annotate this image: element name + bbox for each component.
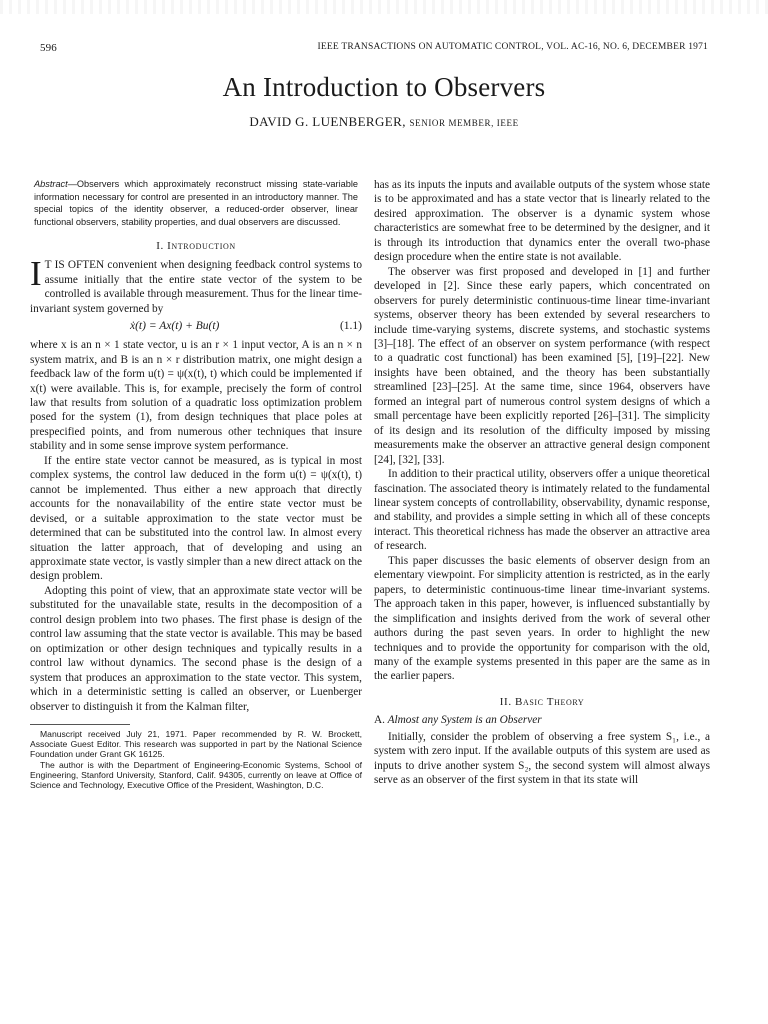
right-column xyxy=(374,178,710,788)
subsection-label: A. xyxy=(374,713,385,726)
footnote-divider xyxy=(30,724,130,725)
right-paragraph-1: has as its inputs the inputs and available outputs of the system whose state is to be approximated and has a state vector that is linearly related to the desired approximation. The observer is a dynamic system whose characteristics are somewhat free to be determined by the designer, and it is through its introduction that dynamics enter the overall two-phase design procedure when the entire state is not available. xyxy=(374,179,710,264)
left-column xyxy=(30,178,362,790)
subsection-title: Almost any System is an Observer xyxy=(387,713,542,726)
paper-title: An Introduction to Observers xyxy=(222,72,546,102)
abstract-label: Abstract xyxy=(34,179,68,189)
right-paragraph-2: The observer was first proposed and developed in [1] and further developed in [2]. Since these early papers, which concentrated on observers for purely deterministic continuous-time linear time-invariant systems, observer theory has been extended by several researchers to include time-varying systems, discrete systems, and stochastic systems [3]–[18]. The effect of an observer on system performance (with respect to a quadratic cost functional) has been examined [5], [19]–[22]. New insights have been obtained, and the theory has been substantially streamlined [23]–[25]. At the same time, since 1964, observers have formed an integral part of numerous control system designs of which a small percentage have been explicitly reported [26]–[31]. The simplicity of its design and its resolution of the difficulty imposed by missing measurements make the observer an attractive general design component [24], [32], [33]. xyxy=(374,265,710,466)
section-heading-basic-theory xyxy=(374,696,710,708)
intro-paragraph-1 xyxy=(30,254,362,316)
equation-body: ẋ(t) = Ax(t) + Bu(t) xyxy=(130,320,220,333)
right-paragraph-3: In addition to their practical utility, observers offer a unique theoretical fascination. The associated theory is intimately related to the fundamental linear system concepts of controllability, observability, dynamic response, and stability, and provides a simple setting in which all of these concepts interact. This theoretical richness has made the observer an attractive area of research. xyxy=(374,468,710,553)
section-number: I. xyxy=(156,240,164,253)
section-number: II. xyxy=(499,695,512,708)
right-paragraph-5: Initially, consider the problem of observing a free system S₁, i.e., a system with zero input. If the available outputs of this system are used as inputs to drive another system S₂, the second system will almost always serve as an observer of the first system in that its state will xyxy=(374,730,710,787)
intro-paragraph-1-text: T IS OFTEN convenient when designing feedback control systems to assume initially that the entire state vector of the system to be controlled is available through measurement. Thus for the linear time-invariant system governed by xyxy=(30,259,362,315)
running-header xyxy=(40,42,708,58)
drop-cap: I xyxy=(30,254,42,294)
equation-number: (1.1) xyxy=(339,320,362,333)
journal-citation: IEEE TRANSACTIONS ON AUTOMATIC CONTROL, VOL. AC-16, NO. 6, DECEMBER 1971 xyxy=(317,42,708,52)
section-title: Basic Theory xyxy=(515,695,585,708)
footnote-manuscript: Manuscript received July 21, 1971. Paper recommended by R. W. Brockett, Associate Guest Editor. This research was supported in part by the National Science Foundation under Grant GK 16125. xyxy=(30,728,362,760)
author-line xyxy=(0,114,768,130)
abstract xyxy=(30,178,362,228)
author-name: DAVID G. LUENBERGER, xyxy=(249,114,406,129)
equation-1-1 xyxy=(30,316,362,338)
intro-paragraph-2: where x is an n × 1 state vector, u is an r × 1 input vector, A is an n × n system matrix, and B is an n × r distribution matrix, one might design a feedback law of the form u(t) = ψ(x(t), t) which could be implemented if x(t) were available. This is, for example, precisely the form of control law that results from solution of a quadratic loss optimization problem posed for the system (1), from design techniques that place poles at prespecified points, and from numerous other techniques that insure stability and in some sense improve system performance. xyxy=(30,339,362,453)
abstract-text: —Observers which approximately reconstruct missing state-variable information necessary for control are presented in an introductory manner. The special topics of the identity observer, a reduced-order observer, linear functional observers, stability properties, and dual observers are discussed. xyxy=(34,179,358,227)
section-title: Introduction xyxy=(167,240,236,253)
right-paragraph-4: This paper discusses the basic elements of observer design from an elementary viewpoint. For simplicity attention is restricted, as in the early papers, to deterministic continuous-time linear time-invariant systems. The approach taken in this paper, however, is influenced substantially by the simplification and insights derived from the work of several other authors during the past seven years. In order to highlight the new techniques and to provide the opportunity for comparison with the old, many of the example systems presented in this paper are the same as in the earlier papers. xyxy=(374,554,710,683)
section-heading-introduction xyxy=(30,240,362,252)
intro-paragraph-3: If the entire state vector cannot be measured, as is typical in most complex systems, the control law deduced in the form u(t) = ψ(x(t), t) cannot be implemented. Thus either a new approach that directly accounts for the nonavailability of the entire state vector must be devised, or a suitable approximation to the state vector must be determined that can be substituted into the control law. In almost every situation the latter approach, that of developing and using an approximate state vector, is vastly simpler than a new direct attack on the design problem. xyxy=(30,454,362,583)
page-number: 596 xyxy=(40,42,57,54)
author-rank: SENIOR MEMBER, IEEE xyxy=(409,118,519,128)
intro-paragraph-4: Adopting this point of view, that an approximate state vector will be substituted for the unavailable state, results in the decomposition of a control design problem into two phases. The first phase is design of the control law assuming that the state vector is available. This may be based on optimization or other design techniques and typically results in a control law without dynamics. The second phase is the design of a system that produces an approximation to the state vector. This system, which in a deterministic setting is called an observer, or Luenberger observer to distinguish it from the Kalman filter, xyxy=(30,584,362,713)
subsection-heading xyxy=(374,714,710,726)
scan-artifact xyxy=(0,0,768,14)
footnote-affiliation: The author is with the Department of Engineering-Economic Systems, School of Engineering, Stanford University, Stanford, Calif. 94305, currently on leave at Office of Science and Technology, Executive Office of the President, Washington, D.C. xyxy=(30,759,362,790)
